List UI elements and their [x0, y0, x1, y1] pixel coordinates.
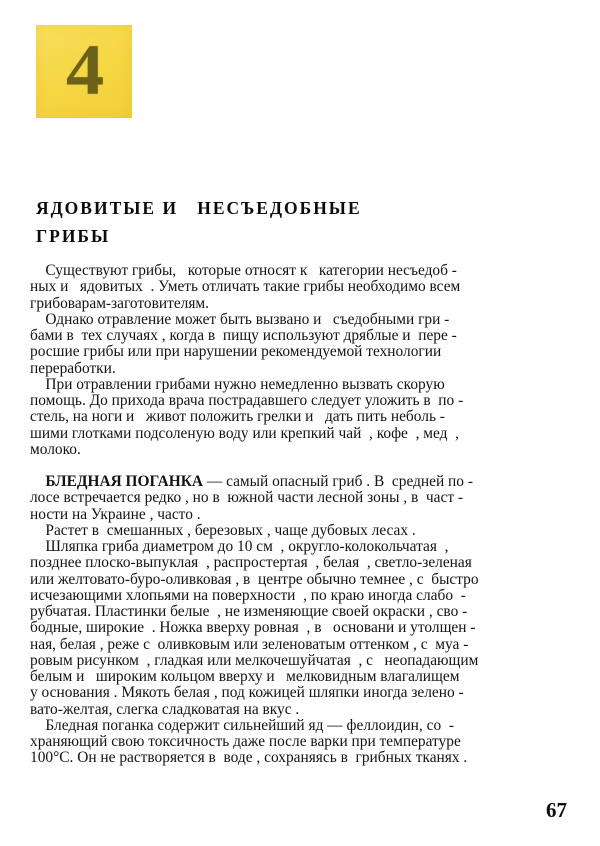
- text-line: шими глотками подсоленую воду или крепкий чай , кофе , мед ,: [30, 424, 460, 442]
- species-heading: БЛЕДНАЯ ПОГАНКА: [45, 473, 203, 490]
- text-line: Бледная поганка содержит сильнейший яд — феллоидин, со -: [30, 716, 454, 734]
- text-line: Однако отравление может быть вызвано и съедобными гри -: [30, 310, 450, 328]
- text-line: бами в тех случаях , когда в пищу используют дряблые и пере -: [30, 327, 457, 344]
- body-text: [30, 263, 575, 767]
- text-line: ности на Украине , часто .: [30, 505, 201, 523]
- paragraph-3: [30, 377, 575, 458]
- text-line: у основания . Мякоть белая , под кожицей шляпки иногда зелено -: [30, 684, 464, 702]
- paragraph-4-pale-grebe: [30, 474, 575, 523]
- text-line: 100°С. Он не растворяется в воде , сохраняясь в грибных тканях .: [30, 749, 468, 767]
- text-line: Растет в смешанных , березовых , чаще дубовых лесах .: [30, 521, 416, 539]
- text-line: грибоварам-заготовителям.: [30, 294, 210, 312]
- chapter-number-badge: [36, 25, 132, 118]
- text-line: росшие грибы или при нарушении рекомендуемой технологии: [30, 343, 442, 361]
- text-line: ная, белая , реже с оливковым или зеленоватым оттенком , с муа -: [30, 635, 469, 653]
- chapter-title: [36, 194, 536, 250]
- chapter-title-line-1: ЯДОВИТЫЕ И НЕСЪЕДОБНЫЕ: [36, 197, 362, 218]
- paragraph-7: [30, 718, 575, 767]
- text-line: лосе встречается редко , но в южной части лесной зоны , в част -: [30, 489, 464, 507]
- chapter-title-line-2: ГРИБЫ: [36, 225, 111, 246]
- species-heading-rest: — самый опасный гриб . В средней по -: [202, 473, 473, 490]
- text-line: При отравлении грибами нужно немедленно вызвать скорую: [30, 375, 445, 393]
- text-line: рубчатая. Пластинки белые , не изменяющие своей окраски , сво -: [30, 603, 468, 620]
- text-line: исчезающими хлопьями на поверхности , по краю иногда слабо -: [30, 586, 466, 604]
- text-line: Шляпка гриба диаметром до 10 см , округло-колокольчатая ,: [30, 538, 449, 555]
- paragraph-1: [30, 263, 575, 312]
- paragraph-2: [30, 312, 575, 377]
- text-line: помощь. До прихода врача пострадавшего следует уложить в по -: [30, 392, 464, 409]
- text-line: позднее плоско-выпуклая , распростертая , белая , светло-зеленая: [30, 554, 472, 572]
- chapter-number: 4: [65, 29, 103, 110]
- text-line: ровым рисунком , гладкая или мелкочешуйчатая , с неопадающим: [30, 651, 479, 669]
- text-line: вато-желтая, слегка сладковатая на вкус .: [30, 700, 300, 718]
- page-number: 67: [546, 798, 567, 822]
- paragraph-6: [30, 539, 575, 718]
- text-line: Существуют грибы, которые относят к категории несъедоб -: [30, 262, 457, 279]
- text-line: молоко.: [30, 440, 81, 458]
- text-line: бодные, широкие . Ножка вверху ровная , в основани и утолщен -: [30, 619, 476, 637]
- text-line: храняющий свою токсичность даже после варки при температуре: [30, 733, 461, 750]
- text-line: переработки.: [30, 359, 116, 377]
- text-line: ных и ядовитых . Уметь отличать такие грибы необходимо всем: [30, 278, 461, 296]
- text-line: стель, на ноги и живот положить грелки и дать пить неболь -: [30, 408, 445, 426]
- text-line: белым и широким кольцом вверху и мелковидным влагалищем: [30, 668, 460, 685]
- text-line: [30, 474, 575, 490]
- text-line: или желтовато-буро-оливковая , в центре обычно темнее , с быстро: [30, 570, 479, 588]
- paragraph-5: [30, 523, 575, 539]
